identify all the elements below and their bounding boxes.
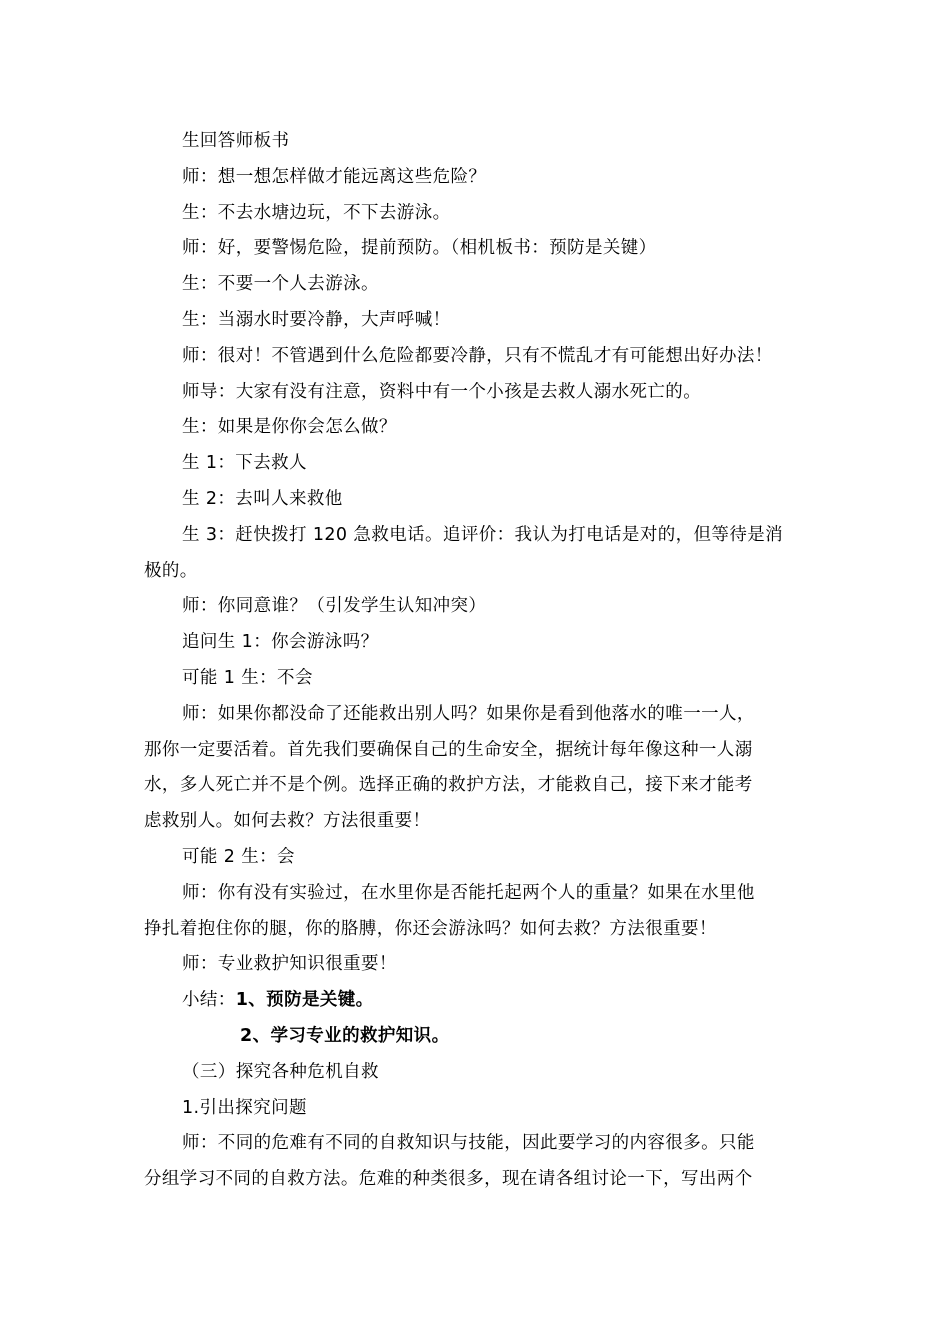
paragraph: 生：当溺水时要冷静，大声呼喊！ xyxy=(182,309,451,330)
paragraph: 追问生 1：你会游泳吗？ xyxy=(182,632,379,653)
document-body xyxy=(0,124,950,1198)
section-heading: （三）探究各种危机自救 xyxy=(182,1061,379,1082)
paragraph-line: 师：你有没有实验过，在水里你是否能托起两个人的重量？如果在水里他 xyxy=(182,882,755,903)
paragraph xyxy=(0,518,950,590)
paragraph xyxy=(0,1126,950,1198)
paragraph-line: 师：如果你都没命了还能救出别人吗？如果你是看到他落水的唯一一人， xyxy=(182,703,755,724)
paragraph-line: 虑救别人。如何去救？方法很重要！ xyxy=(144,811,431,832)
summary-prefix: 小结： xyxy=(182,990,236,1011)
summary-item-2: 2、学习专业的救护知识。 xyxy=(240,1025,450,1046)
paragraph: 生：不去水塘边玩，不下去游泳。 xyxy=(182,202,451,223)
subheading: 1.引出探究问题 xyxy=(182,1097,307,1118)
paragraph: 师：专业救护知识很重要！ xyxy=(182,954,397,975)
paragraph: 师：你同意谁？（引发学生认知冲突） xyxy=(182,596,487,617)
paragraph xyxy=(0,697,950,840)
paragraph: 可能 1 生：不会 xyxy=(182,667,313,688)
paragraph xyxy=(0,876,950,948)
paragraph-line: 分组学习不同的自救方法。危难的种类很多，现在请各组讨论一下，写出两个 xyxy=(144,1169,753,1190)
paragraph: 师：很对！不管遇到什么危险都要冷静，只有不慌乱才有可能想出好办法！ xyxy=(182,345,773,366)
paragraph-line: 挣扎着抱住你的腿，你的胳膊，你还会游泳吗？如何去救？方法很重要！ xyxy=(144,918,717,939)
paragraph: 生 2：去叫人来救他 xyxy=(182,488,343,509)
paragraph-line: 那你一定要活着。首先我们要确保自己的生命安全，据统计每年像这种一人溺 xyxy=(144,739,753,760)
summary-line-1 xyxy=(0,983,950,1019)
paragraph-line: 师：不同的危难有不同的自救知识与技能，因此要学习的内容很多。只能 xyxy=(182,1133,755,1154)
paragraph: 师：好，要警惕危险，提前预防。（相机板书：预防是关键） xyxy=(182,238,657,259)
paragraph: 生：如果是你你会怎么做？ xyxy=(182,417,397,438)
summary-item-1: 1、预防是关键。 xyxy=(235,990,374,1011)
paragraph: 生回答师板书 xyxy=(182,131,290,151)
paragraph: 生：不要一个人去游泳。 xyxy=(182,274,379,295)
paragraph-line: 生 3：赶快拨打 120 急救电话。追评价：我认为打电话是对的，但等待是消 xyxy=(182,524,784,545)
paragraph-line: 水，多人死亡并不是个例。选择正确的救护方法，才能救自己，接下来才能考 xyxy=(144,775,753,796)
paragraph: 师：想一想怎样做才能远离这些危险？ xyxy=(182,166,487,187)
paragraph-line: 极的。 xyxy=(144,560,198,581)
paragraph: 可能 2 生：会 xyxy=(182,846,295,867)
paragraph: 生 1：下去救人 xyxy=(182,453,307,474)
paragraph: 师导：大家有没有注意，资料中有一个小孩是去救人溺水死亡的。 xyxy=(182,381,702,402)
